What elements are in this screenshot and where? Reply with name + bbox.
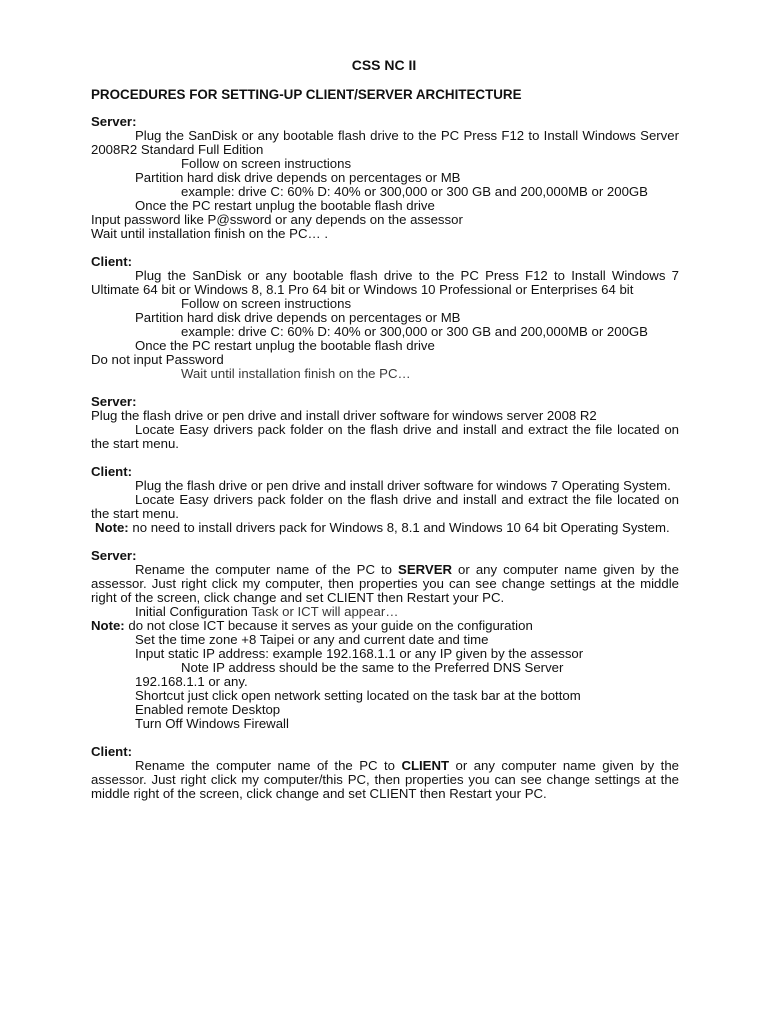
document-body — [91, 115, 679, 815]
text-run: Task or ICT will appear… — [251, 604, 399, 619]
paragraph: Plug the flash drive or pen drive and install driver software for windows 7 Operating System. — [135, 478, 671, 493]
paragraph: Locate Easy drivers pack folder on the flash drive and install and extract the file located on the start menu. — [91, 422, 679, 451]
paragraph: Follow on screen instructions — [181, 156, 352, 171]
paragraph: Enabled remote Desktop — [135, 702, 281, 717]
paragraph: Partition hard disk drive depends on percentages or MB — [135, 170, 461, 185]
page-title: CSS NC II — [351, 57, 417, 73]
text-run: or any computer name given by the assessor. Just right click my computer, then properties you can see change settings at the middle right of the screen, click change and set CLIENT then Restart your PC. — [91, 562, 679, 605]
section-heading: Client: — [91, 464, 133, 479]
paragraph: Locate Easy drivers pack folder on the flash drive and install and extract the file located on the start menu. — [91, 492, 679, 521]
section-heading: Client: — [91, 744, 133, 759]
section-client-install — [91, 255, 679, 381]
computer-name-client: CLIENT — [401, 758, 450, 773]
section-client-config — [91, 745, 679, 801]
paragraph — [91, 759, 679, 801]
text-run: Initial Configuration — [135, 604, 252, 619]
paragraph: Once the PC restart unplug the bootable flash drive — [135, 198, 435, 213]
text-run: Rename the computer name of the PC to — [135, 758, 402, 773]
paragraph: Do not input Password — [91, 352, 224, 367]
paragraph: Input password like P@ssword or any depends on the assessor — [91, 212, 463, 227]
section-server-config — [91, 549, 679, 731]
paragraph: Wait until installation finish on the PC… — [181, 366, 411, 381]
paragraph: Set the time zone +8 Taipei or any and current date and time — [135, 632, 489, 647]
paragraph: Plug the SanDisk or any bootable flash drive to the PC Press F12 to Install Windows 7 Ultimate 64 bit or Windows 8, 8.1 Pro 64 bit or Windows 10 Professional or Enterprises 64 bit — [91, 268, 679, 297]
paragraph — [91, 563, 679, 605]
note-label: Note: — [91, 618, 125, 633]
paragraph: Follow on screen instructions — [181, 296, 352, 311]
paragraph: Wait until installation finish on the PC… . — [91, 226, 328, 241]
section-heading: Client: — [91, 254, 133, 269]
section-heading: Server: — [91, 394, 137, 409]
text-run: Rename the computer name of the PC to — [135, 562, 399, 577]
paragraph: example: drive C: 60% D: 40% or 300,000 or 300 GB and 200,000MB or 200GB — [181, 184, 648, 199]
paragraph: Plug the flash drive or pen drive and install driver software for windows server 2008 R2 — [91, 408, 597, 423]
note-text: do not close ICT because it serves as your guide on the configuration — [124, 618, 533, 633]
note-text: no need to install drivers pack for Windows 8, 8.1 and Windows 10 64 bit Operating System. — [132, 520, 670, 535]
paragraph: example: drive C: 60% D: 40% or 300,000 or 300 GB and 200,000MB or 200GB — [181, 324, 648, 339]
section-server-drivers — [91, 395, 679, 451]
section-server-install — [91, 115, 679, 241]
paragraph: Plug the SanDisk or any bootable flash drive to the PC Press F12 to Install Windows Server 2008R2 Standard Full Edition — [91, 128, 679, 157]
paragraph: Turn Off Windows Firewall — [135, 716, 289, 731]
paragraph: Shortcut just click open network setting located on the task bar at the bottom — [135, 688, 581, 703]
section-heading: Server: — [91, 548, 137, 563]
paragraph — [91, 605, 679, 619]
note-paragraph — [91, 619, 679, 633]
paragraph: Once the PC restart unplug the bootable flash drive — [135, 338, 435, 353]
paragraph: Partition hard disk drive depends on percentages or MB — [135, 310, 461, 325]
note-label: Note: — [95, 520, 129, 535]
paragraph: Note IP address should be the same to the Preferred DNS Server — [181, 660, 564, 675]
text-run: or any computer name given by the assessor. Just right click my computer/this PC, then properties you can see change settings at the middle right of the screen, click change and set CLIENT then Restart your PC. — [91, 758, 679, 801]
computer-name-server: SERVER — [398, 562, 453, 577]
page-subtitle: PROCEDURES FOR SETTING-UP CLIENT/SERVER ARCHITECTURE — [91, 87, 522, 102]
note-paragraph — [91, 521, 679, 535]
paragraph: Input static IP address: example 192.168.1.1 or any IP given by the assessor — [135, 646, 584, 661]
section-heading: Server: — [91, 114, 137, 129]
section-client-drivers — [91, 465, 679, 535]
paragraph: 192.168.1.1 or any. — [135, 674, 248, 689]
